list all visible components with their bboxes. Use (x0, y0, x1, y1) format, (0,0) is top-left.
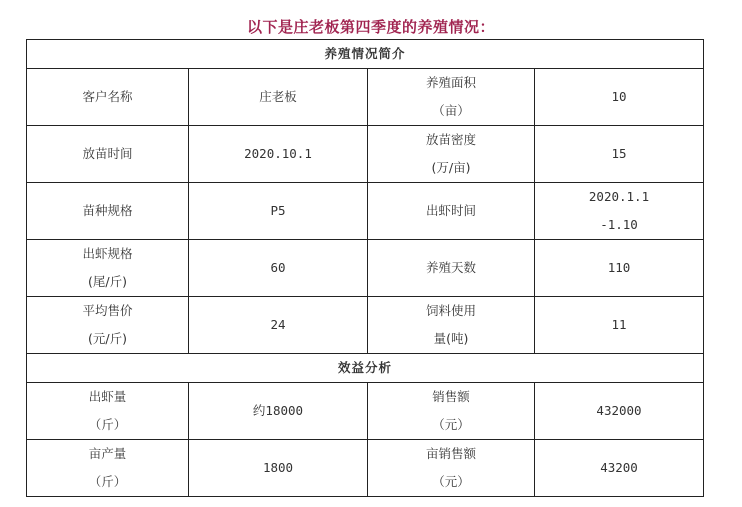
row-label: 出虾时间 (368, 183, 535, 240)
row-label: 销售额 （元） (368, 383, 535, 440)
row-label: 亩产量 （斤） (27, 440, 189, 497)
row-value: 11 (535, 297, 704, 354)
row-value: 10 (535, 69, 704, 126)
row-label: 放苗密度 (万/亩) (368, 126, 535, 183)
row-value: 24 (189, 297, 368, 354)
page-title: 以下是庄老板第四季度的养殖情况： (246, 18, 495, 36)
row-value: 60 (189, 240, 368, 297)
row-value: 2020.1.1 -1.10 (535, 183, 704, 240)
row-value: 约18000 (189, 383, 368, 440)
row-value: 432000 (535, 383, 704, 440)
row-label: 养殖天数 (368, 240, 535, 297)
section-heading-overview: 养殖情况简介 (27, 40, 704, 69)
row-value: 1800 (189, 440, 368, 497)
table-row (27, 440, 704, 497)
row-value: 15 (535, 126, 704, 183)
row-label: 苗种规格 (27, 183, 189, 240)
table-row (27, 383, 704, 440)
row-label: 放苗时间 (27, 126, 189, 183)
row-label: 出虾量 （斤） (27, 383, 189, 440)
row-value: 2020.10.1 (189, 126, 368, 183)
row-label: 平均售价 (元/斤) (27, 297, 189, 354)
row-label: 养殖面积 （亩） (368, 69, 535, 126)
farming-report-table (26, 39, 704, 497)
row-label: 客户名称 (27, 69, 189, 126)
row-value: P5 (189, 183, 368, 240)
row-label: 亩销售额 （元） (368, 440, 535, 497)
section-heading-benefit-analysis: 效益分析 (27, 354, 704, 383)
table-row (27, 69, 704, 126)
table-row (27, 240, 704, 297)
table-row (27, 126, 704, 183)
row-value: 110 (535, 240, 704, 297)
row-label: 饲料使用 量(吨) (368, 297, 535, 354)
row-value: 43200 (535, 440, 704, 497)
row-label: 出虾规格 (尾/斤) (27, 240, 189, 297)
table-row (27, 297, 704, 354)
row-value: 庄老板 (189, 69, 368, 126)
table-row (27, 183, 704, 240)
